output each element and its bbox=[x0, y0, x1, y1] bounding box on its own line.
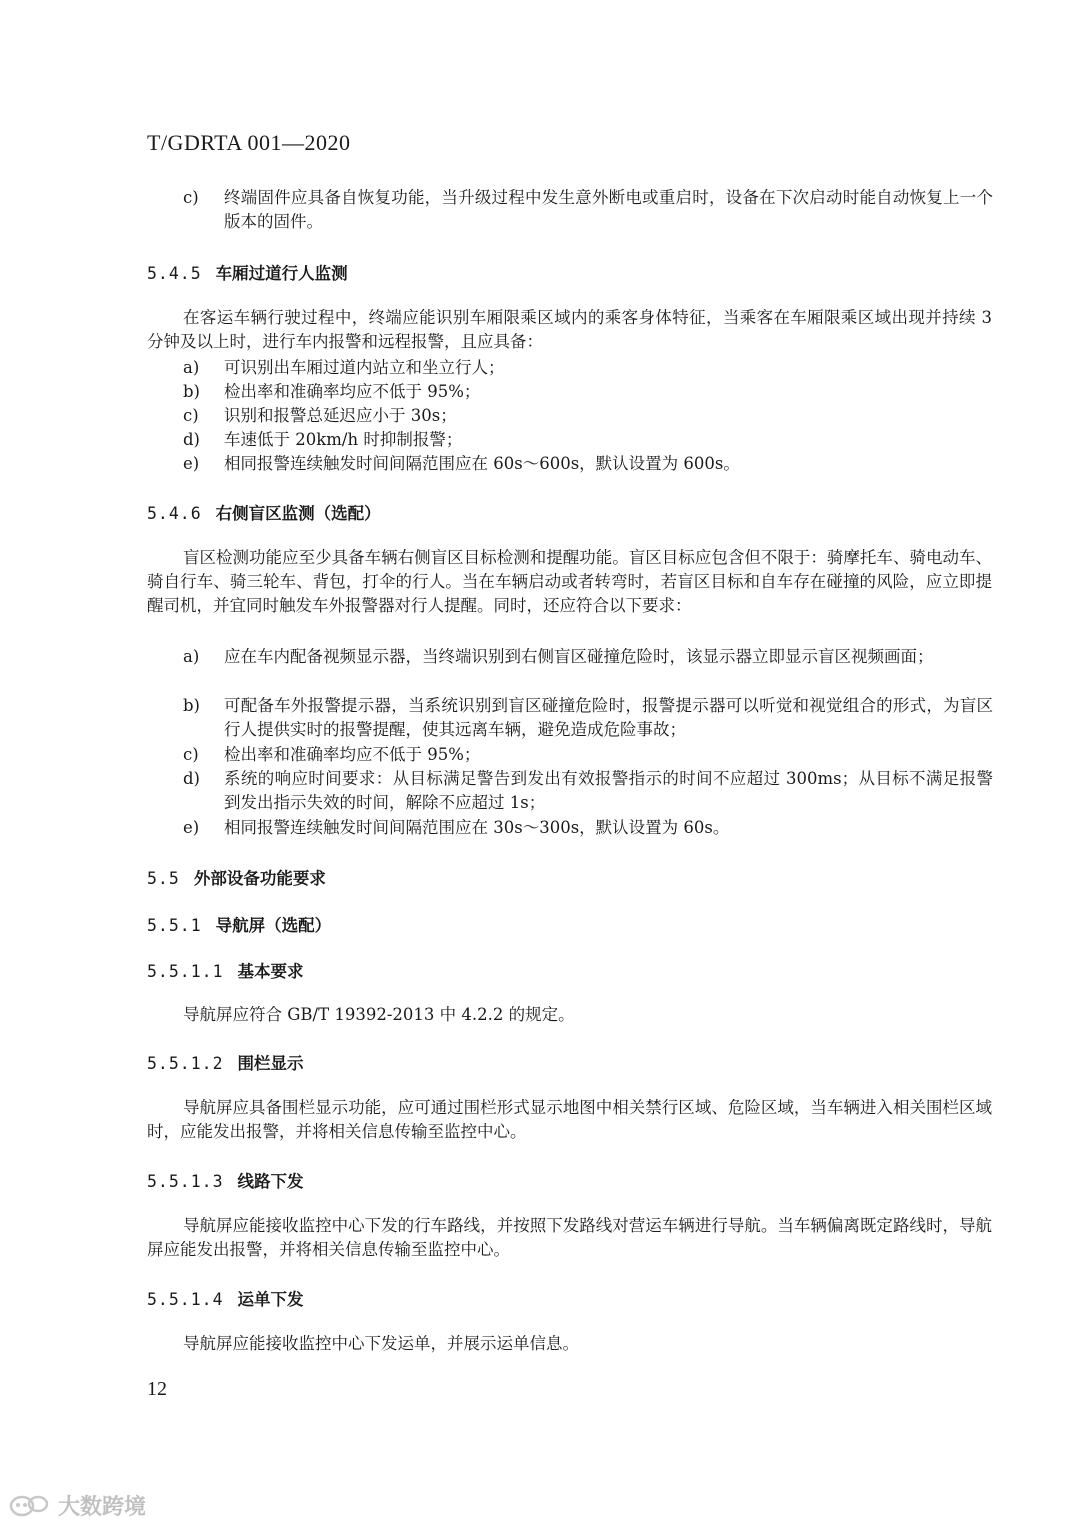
section-title: 车厢过道行人监测 bbox=[215, 264, 348, 283]
list-marker: d) bbox=[183, 430, 200, 449]
section-heading bbox=[147, 1286, 304, 1310]
section-heading bbox=[147, 260, 348, 284]
paragraph: 在客运车辆行驶过程中，终端应能识别车厢限乘区域内的乘客身体特征，当乘客在车厢限乘区域出现并持续 3 分钟及以上时，进行车内报警和远程报警，且应具备： bbox=[147, 308, 992, 351]
section-title: 外部设备功能要求 bbox=[193, 869, 326, 888]
list-text: 识别和报警总延迟应小于 30s； bbox=[224, 406, 457, 425]
list-text: 可识别出车厢过道内站立和坐立行人； bbox=[224, 358, 505, 377]
list-item bbox=[183, 404, 993, 428]
list-marker: c) bbox=[183, 745, 199, 764]
list-item bbox=[183, 816, 993, 840]
list-text: 终端固件应具备自恢复功能，当升级过程中发生意外断电或重启时，设备在下次启动时能自动恢复上一个版本的固件。 bbox=[224, 188, 993, 231]
list-text: 检出率和准确率均应不低于 95%； bbox=[224, 382, 481, 401]
paragraph: 导航屏应具备围栏显示功能，应可通过围栏形式显示地图中相关禁行区域、危险区域，当车辆进入相关围栏区域时，应能发出报警，并将相关信息传输至监控中心。 bbox=[147, 1098, 992, 1141]
page-number: 12 bbox=[147, 1378, 167, 1400]
list-text: 应在车内配备视频显示器，当终端识别到右侧盲区碰撞危险时，该显示器立即显示盲区视频画面； bbox=[224, 647, 934, 666]
watermark-logo-icon bbox=[8, 1493, 52, 1519]
list-text: 相同报警连续触发时间间隔范围应在 30s～300s，默认设置为 60s。 bbox=[224, 818, 730, 837]
list-item bbox=[183, 186, 993, 234]
section-number: 5.5.1 bbox=[147, 916, 202, 935]
section-number: 5.4.6 bbox=[147, 504, 202, 523]
list-marker: b) bbox=[183, 696, 200, 715]
paragraph: 盲区检测功能应至少具备车辆右侧盲区目标检测和提醒功能。盲区目标应包含但不限于：骑摩托车、骑电动车、骑自行车、骑三轮车、背包，打伞的行人。当在车辆启动或者转弯时，若盲区目标和自车存在碰撞的风险，应立即提醒司机，并宜同时触发车外报警器对行人提醒。同时，还应符合以下要求： bbox=[147, 548, 992, 615]
list-item bbox=[183, 694, 993, 742]
watermark bbox=[8, 1490, 146, 1521]
list-item bbox=[183, 380, 993, 404]
list-marker: a) bbox=[183, 647, 200, 666]
list-marker: a) bbox=[183, 358, 200, 377]
section-heading bbox=[147, 865, 326, 889]
list-text: 可配备车外报警提示器，当系统识别到盲区碰撞危险时，报警提示器可以听觉和视觉组合的形式，为盲区行人提供实时的报警提醒，使其远离车辆，避免造成危险事故； bbox=[224, 696, 993, 739]
section-title: 导航屏（选配） bbox=[215, 916, 332, 935]
list-item bbox=[183, 743, 993, 767]
list-item bbox=[183, 645, 993, 669]
section-number: 5.5.1.2 bbox=[147, 1054, 224, 1073]
section-title: 围栏显示 bbox=[237, 1054, 304, 1073]
section-heading bbox=[147, 958, 304, 982]
paragraph: 导航屏应符合 GB/T 19392-2013 中 4.2.2 的规定。 bbox=[183, 1005, 575, 1024]
list-marker: e) bbox=[183, 818, 200, 837]
section-title: 线路下发 bbox=[237, 1172, 304, 1191]
list-marker: b) bbox=[183, 382, 200, 401]
list-marker: e) bbox=[183, 454, 200, 473]
section-number: 5.5 bbox=[147, 869, 180, 888]
paragraph: 导航屏应能接收监控中心下发运单，并展示运单信息。 bbox=[183, 1334, 579, 1353]
list-item bbox=[183, 428, 993, 452]
section-heading bbox=[147, 1168, 304, 1192]
list-text: 系统的响应时间要求：从目标满足警告到发出有效报警指示的时间不应超过 300ms；从目标不满足报警到发出指示失效的时间，解除不应超过 1s； bbox=[224, 769, 993, 812]
section-number: 5.4.5 bbox=[147, 264, 202, 283]
list-text: 相同报警连续触发时间间隔范围应在 60s～600s，默认设置为 600s。 bbox=[224, 454, 740, 473]
list-marker: d) bbox=[183, 769, 200, 788]
list-marker: c) bbox=[183, 188, 199, 207]
list-item bbox=[183, 452, 993, 476]
section-number: 5.5.1.4 bbox=[147, 1290, 224, 1309]
list-text: 车速低于 20km/h 时抑制报警； bbox=[224, 430, 463, 449]
list-marker: c) bbox=[183, 406, 199, 425]
list-item bbox=[183, 767, 993, 815]
list-item bbox=[183, 356, 993, 380]
section-title: 右侧盲区监测（选配） bbox=[215, 504, 381, 523]
list-text: 检出率和准确率均应不低于 95%； bbox=[224, 745, 481, 764]
section-heading bbox=[147, 500, 381, 524]
document-code: T/GDRTA 001—2020 bbox=[147, 130, 351, 155]
watermark-text: 大数跨境 bbox=[58, 1495, 147, 1520]
section-heading bbox=[147, 1050, 304, 1074]
section-heading bbox=[147, 912, 331, 936]
section-number: 5.5.1.1 bbox=[147, 962, 224, 981]
section-title: 基本要求 bbox=[237, 962, 304, 981]
section-title: 运单下发 bbox=[237, 1290, 304, 1309]
section-number: 5.5.1.3 bbox=[147, 1172, 224, 1191]
paragraph: 导航屏应能接收监控中心下发的行车路线，并按照下发路线对营运车辆进行导航。当车辆偏离既定路线时，导航屏应能发出报警，并将相关信息传输至监控中心。 bbox=[147, 1216, 992, 1259]
